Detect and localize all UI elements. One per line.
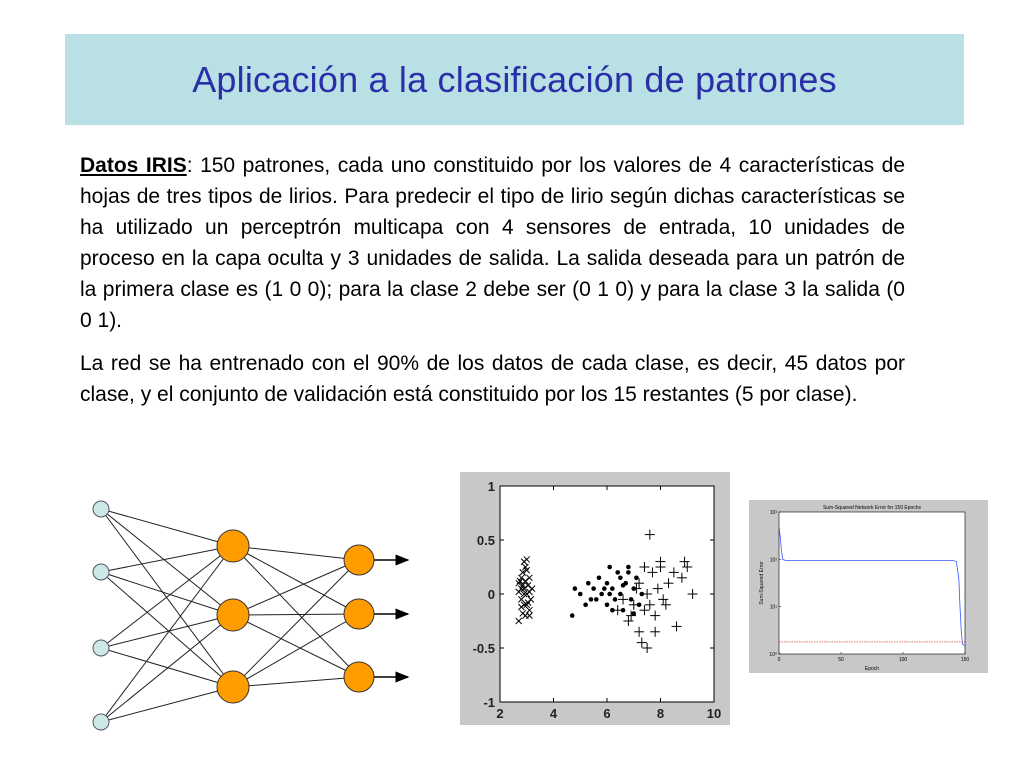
paragraph-2: La red se ha entrenado con el 90% de los datos de cada clase, es decir, 45 datos por clase, y el conjunto de validación está constituido por los 15 restantes (5 por clase).	[80, 352, 905, 406]
title-bar	[65, 34, 964, 125]
error-plot-xlabel: Epoch	[864, 666, 880, 672]
connection-input-hidden	[101, 509, 233, 615]
marker-dot-point	[589, 597, 594, 602]
err-x-tick-label: 50	[838, 657, 844, 663]
keyword-datos-iris: Datos IRIS	[80, 154, 187, 177]
error-plot	[749, 500, 988, 673]
marker-dot-point	[605, 581, 610, 586]
marker-dot-point	[610, 586, 615, 591]
paragraph-1	[80, 150, 905, 336]
marker-dot-point	[570, 613, 575, 618]
connection-hidden-output	[233, 546, 359, 677]
hidden-node	[217, 530, 249, 562]
connection-hidden-output	[233, 546, 359, 560]
y-tick-label: -0.5	[472, 641, 495, 656]
y-tick-label: 1	[487, 479, 495, 494]
marker-dot-point	[597, 576, 602, 581]
body-text	[80, 150, 905, 422]
output-node	[344, 545, 374, 575]
connection-input-hidden	[101, 648, 233, 687]
error-plot-title: Sum-Squared Network Error for 150 Epochs	[822, 505, 922, 511]
marker-dot-point	[613, 597, 618, 602]
connection-hidden-output	[233, 560, 359, 615]
connection-input-hidden	[101, 546, 233, 648]
connection-input-hidden	[101, 509, 233, 687]
x-tick-label: 6	[603, 706, 611, 721]
marker-dot-point	[629, 597, 634, 602]
marker-dot-point	[618, 576, 623, 581]
connection-hidden-output	[233, 546, 359, 614]
marker-dot-point	[602, 586, 607, 591]
iris-scatter-plot	[460, 472, 730, 725]
x-tick-label: 4	[549, 706, 558, 721]
marker-dot-point	[583, 603, 588, 608]
y-tick-label: 0.5	[476, 533, 495, 548]
hidden-node	[217, 671, 249, 703]
connection-input-hidden	[101, 509, 233, 546]
output-node	[344, 662, 374, 692]
marker-dot-point	[599, 592, 604, 597]
connection-hidden-output	[233, 614, 359, 687]
paragraph-1-text: : 150 patrones, cada uno constituido por los valores de 4 características de hojas de tres tipos de lirios. Para predecir el tipo de lirio según dichas características se ha utilizado un perceptrón multicapa con 4 sensores de entrada, 10 unidades de proceso en la capa oculta y 3 unidades de salida. La salida deseada para un patrón de la primera clase es (1 0 0); para la clase 2 debe ser (0 1 0) y para la clase 3 la salida (0 0 1).	[80, 154, 906, 332]
marker-dot-point	[594, 597, 599, 602]
slide-title: Aplicación a la clasificación de patrones	[192, 58, 837, 100]
err-x-tick-label: 0	[777, 657, 781, 663]
err-y-tick-label: 10⁰	[769, 652, 777, 658]
connection-input-hidden	[101, 546, 233, 572]
input-node	[93, 564, 109, 580]
connection-hidden-output	[233, 677, 359, 687]
output-node	[344, 599, 374, 629]
marker-dot-point	[591, 586, 596, 591]
x-tick-label: 2	[496, 706, 504, 721]
err-y-tick-label: 10¹	[769, 604, 777, 611]
input-node	[93, 640, 109, 656]
input-node	[93, 501, 109, 517]
marker-dot-point	[578, 592, 583, 597]
y-tick-label: 0	[487, 587, 495, 602]
connection-input-hidden	[101, 572, 233, 615]
neural-network-diagram	[80, 490, 420, 740]
x-tick-label: 10	[706, 706, 722, 721]
connection-input-hidden	[101, 687, 233, 722]
marker-dot-point	[618, 592, 623, 597]
input-node	[93, 714, 109, 730]
marker-dot-point	[626, 570, 631, 575]
err-y-tick-label: 10²	[769, 557, 777, 564]
connection-hidden-output	[233, 614, 359, 615]
hidden-node	[217, 599, 249, 631]
marker-dot-point	[634, 576, 639, 581]
marker-dot-point	[605, 603, 610, 608]
err-x-tick-label: 100	[898, 657, 908, 663]
marker-dot-point	[586, 581, 591, 586]
connection-input-hidden	[101, 546, 233, 722]
marker-dot-point	[573, 586, 578, 591]
marker-dot-point	[621, 583, 626, 588]
marker-dot-point	[615, 570, 620, 575]
marker-dot-point	[607, 592, 612, 597]
error-plot-ylabel: Sum-Squared Error	[759, 561, 765, 605]
y-tick-label: -1	[483, 695, 495, 710]
error-plot-area	[779, 512, 965, 654]
err-x-tick-label: 150	[960, 657, 970, 663]
connection-input-hidden	[101, 572, 233, 687]
marker-dot-point	[607, 565, 612, 570]
marker-dot-point	[631, 611, 636, 616]
marker-dot-point	[626, 565, 631, 570]
x-tick-label: 8	[656, 706, 665, 721]
err-y-tick-label: 10³	[769, 510, 777, 516]
